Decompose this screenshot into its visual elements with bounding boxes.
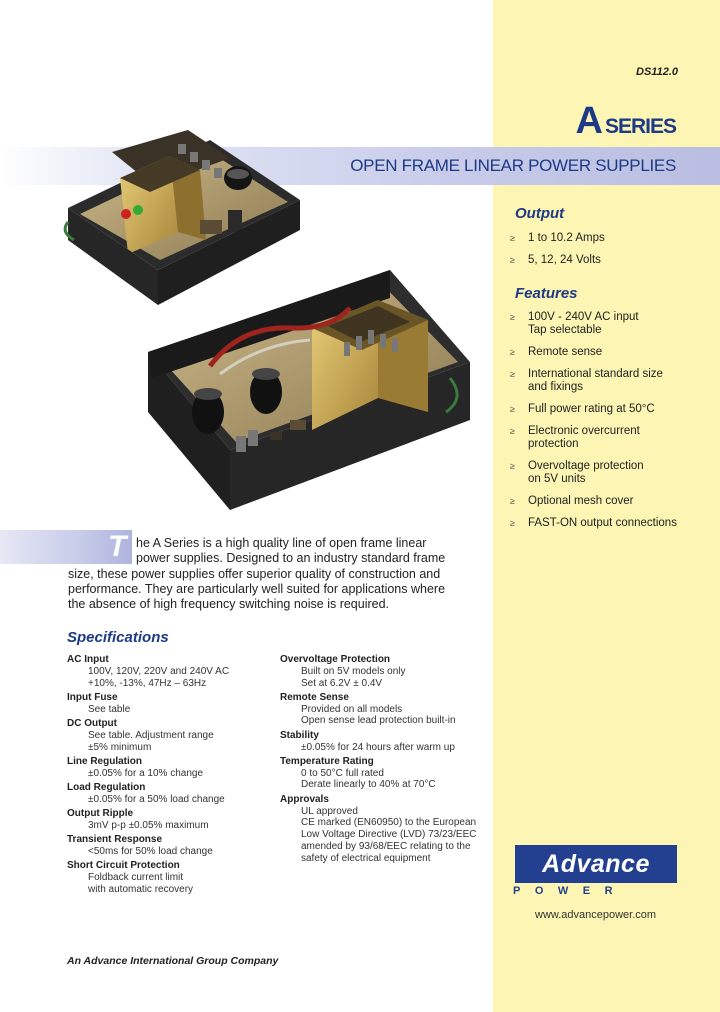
spec-item: Line Regulation ±0.05% for a 10% change: [67, 755, 204, 779]
list-item: ≥ Full power rating at 50°C: [510, 403, 655, 415]
list-item: ≥ Overvoltage protection on 5V units: [510, 460, 644, 485]
bullet-icon: ≥: [510, 369, 515, 379]
output-list: [510, 232, 710, 276]
spec-item: Input Fuse See table: [67, 691, 131, 715]
features-list: [510, 311, 710, 539]
bullet-icon: ≥: [510, 461, 515, 471]
list-item: ≥ FAST-ON output connections: [510, 517, 677, 529]
logo-subtitle: POWER: [513, 885, 628, 897]
document-id: DS112.0: [636, 66, 678, 78]
series-title: [576, 100, 676, 143]
bullet-icon: ≥: [510, 496, 515, 506]
bullet-icon: ≥: [510, 404, 515, 414]
specifications-heading: Specifications: [67, 629, 169, 646]
specs-right-column: [280, 654, 490, 867]
spec-item: Load Regulation ±0.05% for a 50% load change: [67, 781, 225, 805]
list-item: ≥ Remote sense: [510, 346, 603, 358]
spec-item: Stability ±0.05% for 24 hours after warm up: [280, 729, 455, 753]
spec-item: Approvals UL approved CE marked (EN60950) to the European Low Voltage Directive (LVD) 73/23/EEC amended by 93/68/EEC relating to the safety of electrical equipment: [280, 793, 477, 864]
spec-item: Remote Sense Provided on all models Open sense lead protection built-in: [280, 691, 456, 727]
product-photo: [60, 130, 480, 520]
website-link[interactable]: www.advancepower.com: [535, 909, 657, 921]
list-item: ≥ 100V - 240V AC input Tap selectable: [510, 311, 639, 336]
list-item: ≥ 5, 12, 24 Volts: [510, 254, 601, 266]
bullet-icon: ≥: [510, 518, 515, 528]
series-word: SERIES: [604, 115, 676, 138]
spec-item: Overvoltage Protection Built on 5V models only Set at 6.2V ± 0.4V: [280, 654, 406, 689]
bullet-icon: ≥: [510, 426, 515, 436]
intro-dropcap: T: [108, 530, 127, 563]
list-item: ≥ 1 to 10.2 Amps: [510, 232, 605, 244]
bullet-icon: ≥: [510, 233, 515, 243]
advance-logo: [515, 845, 677, 883]
spec-item: AC Input 100V, 120V, 220V and 240V AC +10%, -13%, 47Hz – 63Hz: [67, 654, 230, 689]
bullet-icon: ≥: [510, 347, 515, 357]
list-item: ≥ International standard size and fixings: [510, 368, 663, 393]
spec-item: Short Circuit Protection Foldback current limit with automatic recovery: [67, 860, 194, 895]
spec-item: Temperature Rating 0 to 50°C full rated Derate linearly to 40% at 70°C: [280, 755, 436, 791]
features-heading: Features: [515, 285, 578, 302]
spec-item: Output Ripple 3mV p-p ±0.05% maximum: [67, 808, 209, 831]
output-heading: Output: [515, 205, 565, 222]
series-letter: A: [575, 100, 602, 142]
intro-paragraph: he A Series is a high quality line of open frame linear power supplies. Designed to an industry standard frame size, these power supplies offer superior quality of construction and performance. They are particularly well suited for applications where the absence of high frequency switching noise is required.: [68, 536, 446, 612]
spec-item: DC Output See table. Adjustment range ±5% minimum: [67, 717, 214, 753]
logo-text: Advance: [542, 850, 650, 878]
footer-company: An Advance International Group Company: [67, 955, 279, 967]
list-item: ≥ Optional mesh cover: [510, 495, 634, 507]
specs-left-column: [67, 654, 272, 898]
spec-item: Transient Response <50ms for 50% load change: [67, 834, 213, 857]
list-item: ≥ Electronic overcurrent protection: [510, 425, 640, 450]
banner-title: OPEN FRAME LINEAR POWER SUPPLIES: [350, 156, 676, 175]
bullet-icon: ≥: [510, 312, 515, 322]
bullet-icon: ≥: [510, 255, 515, 265]
